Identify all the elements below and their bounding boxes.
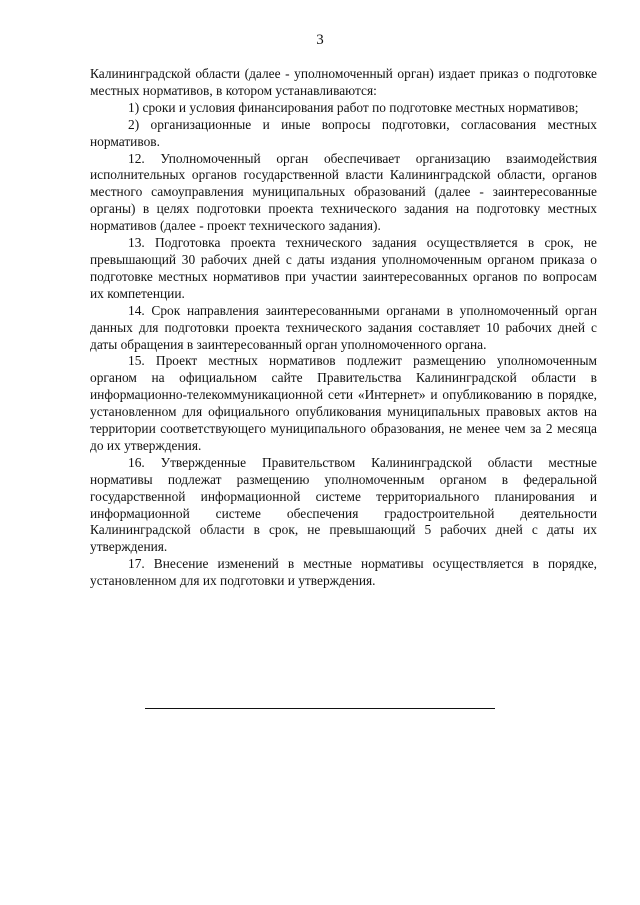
page-number: 3 <box>316 32 324 48</box>
paragraph-item-1: 1) сроки и условия финансирования работ по подготовке местных нормативов; <box>128 99 579 115</box>
document-body <box>90 66 597 590</box>
paragraph-item-2: 2) организационные и иные вопросы подготовки, согласования местных нормативов. <box>90 116 597 149</box>
paragraph-17: 17. Внесение изменений в местные нормативы осуществляется в порядке, установленном для их подготовки и утверждения. <box>90 556 597 589</box>
paragraph-15: 15. Проект местных нормативов подлежит размещению уполномоченным органом на официальном сайте Правительства Калининградской области в информационно-телекоммуникационной сети «Интернет» и опубликованию в порядке, установленном для официального опубликования муниципальных правовых актов на территории соответствующего муниципального образования, не менее чем за 2 месяца до их утверждения. <box>90 353 597 453</box>
end-separator-line <box>145 708 495 709</box>
paragraph-13: 13. Подготовка проекта технического задания осуществляется в срок, не превышающий 30 рабочих дней с даты издания уполномоченным органом приказа о подготовке местных нормативов при участии заинтересованных органов по вопросам их компетенции. <box>90 235 597 301</box>
paragraph-12: 12. Уполномоченный орган обеспечивает организацию взаимодействия исполнительных органов государственной власти Калининградской области, органов местного самоуправления муниципальных образований (далее - заинтересованные органы) в целях подготовки проекта технического задания на подготовку местных нормативов (далее - проект технического задания). <box>90 150 597 234</box>
paragraph-14: 14. Срок направления заинтересованными органами в уполномоченный орган данных для подготовки проекта технического задания составляет 10 рабочих дней с даты обращения в заинтересованный орган уполномоченного органа. <box>90 302 597 352</box>
paragraph-continuation: Калининградской области (далее - уполномоченный орган) издает приказ о подготовке местных нормативов, в котором устанавливаются: <box>90 66 597 98</box>
paragraph-16: 16. Утвержденные Правительством Калининградской области местные нормативы подлежат размещению уполномоченным органом в федеральной государственной информационной системе территориального планирования и информационной системе обеспечения градостроительной деятельности Калининградской области в срок, не превышающий 5 рабочих дней с даты их утверждения. <box>90 454 597 555</box>
